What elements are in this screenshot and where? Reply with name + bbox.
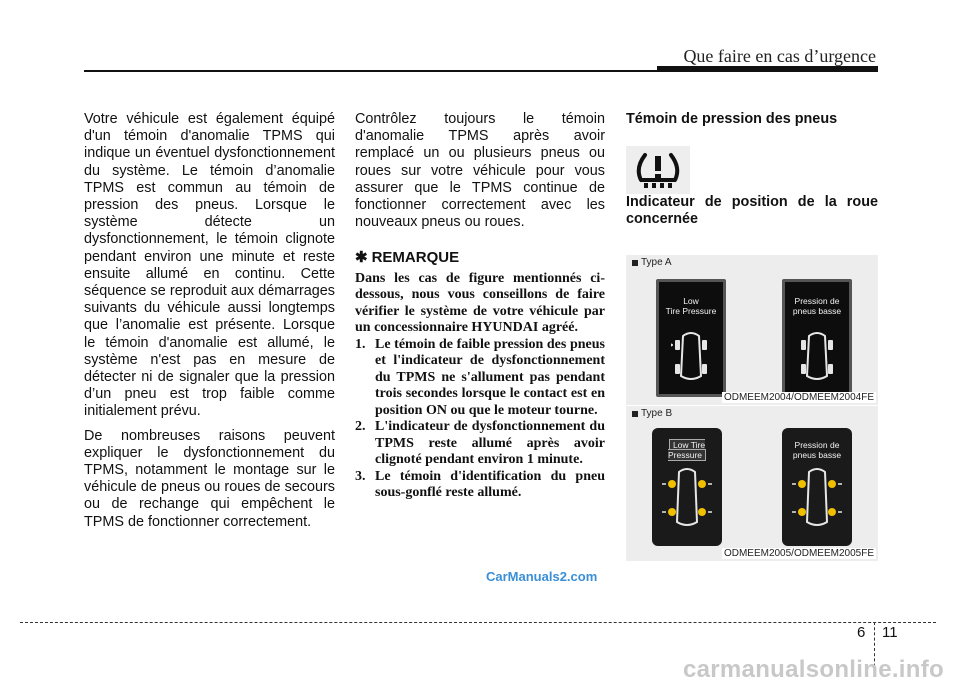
remark-item-number: 1. xyxy=(355,336,366,352)
cluster-display-pression-basse xyxy=(782,279,852,397)
column-1 xyxy=(84,111,335,538)
remark-list xyxy=(355,337,605,502)
remark-star-icon: ✱ xyxy=(355,249,368,267)
watermark-center[interactable]: CarManuals2.com xyxy=(486,569,598,584)
tpms-warning-title: Témoin de pression des pneus xyxy=(626,111,838,127)
figure-type-b-text: Type B xyxy=(641,408,673,419)
screen-label: Pression de pneus basse xyxy=(792,440,842,460)
remark-item-text: L'indicateur de dysfonctionnement du TPMS reste allumé après avoir clignoté pendant environ 1 minute. xyxy=(375,419,605,468)
header-title: Que faire en cas d’urgence xyxy=(683,46,876,66)
remark-item xyxy=(355,337,605,420)
wheel-position-title: Indicateur de position de la roue concernée xyxy=(626,194,878,227)
cluster-display-low-tire xyxy=(652,428,722,546)
remark-heading xyxy=(355,249,605,266)
column-3 xyxy=(626,111,878,235)
screen-label xyxy=(652,440,722,460)
remark-item xyxy=(355,419,605,469)
col1-paragraph-2: De nombreuses raisons peuvent expliquer le dysfonctionnement du TPMS, notamment le montage sur le véhicule de pneus ou roues de secours ou de rechange qui empêchent le TPMS de fonctionner correctement. xyxy=(84,427,335,530)
col1-paragraph-1: Votre véhicule est également équipé d'un témoin d'anomalie TPMS qui indique un éventuel dysfonctionnement du système. Le témoin d’anomalie TPMS est commun au témoin de pression des pneus. Lorsque le système détecte un dysfonctionnement, le témoin clignote pendant environ une minute et reste ensuite allumé en continu. Cette séquence se reproduit aux démarrages suivants du véhicule aussi longtemps que l’anomalie est présente. Lorsque le témoin d'anomalie est allumé, le système n'est pas en mesure de détecter ni de signaler que la pression d’un pneu est trop faible comme initialement prévu. xyxy=(84,111,335,420)
bullet-square-icon xyxy=(632,411,638,417)
column-2 xyxy=(355,111,605,502)
remark-item-number: 3. xyxy=(355,468,366,484)
page-number: 11 xyxy=(882,624,898,641)
bullet-square-icon xyxy=(632,260,638,266)
cluster-display-low-tire xyxy=(656,279,726,397)
car-top-view-icon xyxy=(671,328,711,386)
cluster-display-pression-basse xyxy=(782,428,852,546)
car-top-view-icon xyxy=(792,464,842,534)
figure-type-b-label xyxy=(632,408,672,419)
tire-pressure-warning-icon xyxy=(626,146,690,194)
chapter-number: 6 xyxy=(857,624,866,641)
remark-item-number: 2. xyxy=(355,419,366,435)
header-rule-accent xyxy=(657,66,878,72)
remark-body xyxy=(355,271,605,502)
figure-code: ODMEEM2004/ODMEEM2004FE xyxy=(723,392,874,403)
remark-item-text: Le témoin de faible pression des pneus et l'indicateur de dysfonctionnement du TPMS ne s'allument pas pendant trois secondes lorsque le contact est en position ON ou que le moteur tourne. xyxy=(375,336,605,418)
remark-item xyxy=(355,469,605,502)
col2-paragraph-1: Contrôlez toujours le témoin d'anomalie TPMS après avoir remplacé un ou plusieurs pneus ou roues sur votre véhicule pour vous assurer que le TPMS continue de fonctionner correctement avec les nouveaux pneus ou roues. xyxy=(355,111,605,231)
figure-code: ODMEEM2005/ODMEEM2005FE xyxy=(723,548,874,559)
remark-title: REMARQUE xyxy=(371,249,460,267)
figure-type-b xyxy=(626,406,878,561)
screen-label: Pression de pneus basse xyxy=(792,296,842,316)
footer-rule xyxy=(20,622,936,623)
figure-type-a-text: Type A xyxy=(641,257,672,268)
car-top-view-icon xyxy=(797,328,837,386)
screen-label: Low Tire Pressure xyxy=(665,296,717,316)
car-top-view-icon xyxy=(662,464,712,534)
remark-intro: Dans les cas de figure mentionnés ci-dessous, nous vous conseillons de faire vérifier le système de votre véhicule par un concessionnaire HYUNDAI agréé. xyxy=(355,270,605,336)
remark-item-text: Le témoin d'identification du pneu sous-gonflé reste allumé. xyxy=(375,468,605,501)
figure-type-a xyxy=(626,255,878,405)
watermark-bottom[interactable]: carmanualsonline.info xyxy=(682,656,944,683)
figure-type-a-label xyxy=(632,257,672,268)
screen-label-text: Low Tire Pressure xyxy=(667,440,706,460)
